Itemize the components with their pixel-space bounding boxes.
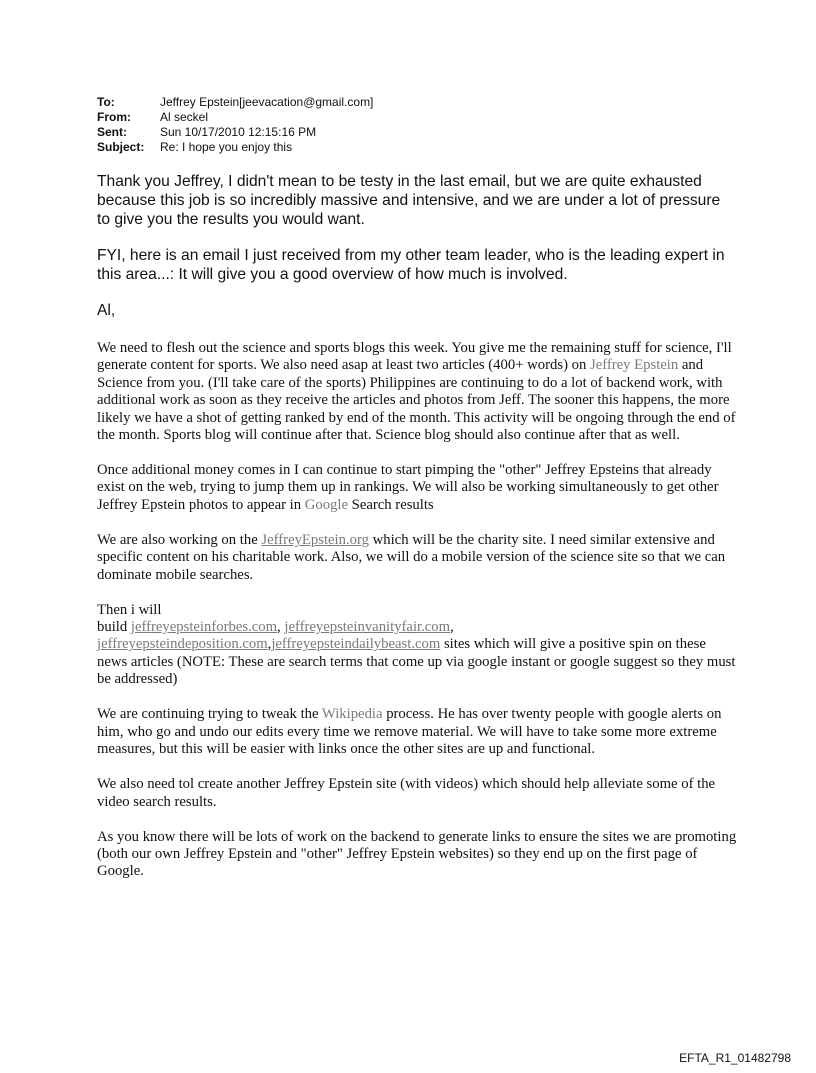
body-paragraph bbox=[97, 340, 737, 444]
to-label: To: bbox=[97, 95, 115, 109]
text-run: process. He has over twenty people with google alerts on him, who go and undo our edits every time we remove material. We will have to take some more extreme measures, but this will be easier with links once the other sites are up and functional. bbox=[97, 706, 722, 758]
to-row bbox=[97, 95, 373, 110]
forbes-site-link[interactable]: jeffreyepsteinforbes.com bbox=[130, 619, 278, 636]
sent-label: Sent: bbox=[97, 125, 127, 139]
charity-site-link[interactable]: JeffreyEpstein.org bbox=[261, 531, 369, 548]
body-paragraph bbox=[97, 462, 737, 514]
name-link[interactable]: Jeffrey Epstein bbox=[590, 357, 679, 374]
separator: , bbox=[267, 636, 272, 653]
text-run: Search results bbox=[348, 496, 434, 513]
from-row bbox=[97, 110, 373, 125]
separator: , bbox=[277, 619, 285, 636]
sent-value: Sun 10/17/2010 12:15:16 PM bbox=[160, 125, 317, 139]
body-paragraph: We also need tol create another Jeffrey Epstein site (with videos) which should help alleviate some of the video search results. bbox=[97, 776, 716, 810]
separator: , bbox=[450, 619, 454, 636]
intro-paragraph: Thank you Jeffrey, I didn't mean to be testy in the last email, but we are quite exhausted because this job is so incredibly massive and intensive, and we are under a lot of pressure to give you the results you would want. bbox=[97, 173, 721, 228]
text-run: We need to flesh out the science and sports blogs this week. You give me the remaining stuff for science, I'll generate content for sports. We also need asap at least two articles (400+ words) on bbox=[97, 340, 732, 374]
from-label: From: bbox=[97, 110, 131, 124]
body-paragraph bbox=[97, 602, 737, 689]
body-paragraph bbox=[97, 706, 737, 758]
dailybeast-site-link[interactable]: jeffreyepsteindailybeast.com bbox=[271, 636, 441, 653]
greeting: Al, bbox=[97, 302, 116, 319]
subject-label: Subject: bbox=[97, 140, 145, 154]
from-value: Al seckel bbox=[160, 110, 209, 124]
forwarded-message bbox=[97, 340, 737, 898]
text-run: sites which will give a positive spin on these news articles (NOTE: These are search terms that come up via google instant or google suggest so they must be addressed) bbox=[97, 636, 736, 688]
text-run: which will be the charity site. I need similar extensive and specific content on his charitable work. Also, we will do a mobile version of the science site so that we can dominate mobile searches. bbox=[97, 531, 726, 583]
text-run: and Science from you. (I'll take care of the sports) Philippines are continuing to do a lot of backend work, with additional work as soon as they receive the articles and photos from Jeff. The sooner this happens, the more likely we have a shot of getting ranked by end of the month. This activity will be ongoing through the end of the month. Sports blog will continue after that. Science blog should also continue after that as well. bbox=[97, 357, 736, 444]
subject-value: Re: I hope you enjoy this bbox=[160, 140, 293, 154]
text-run: We are also working on the bbox=[97, 531, 262, 548]
deposition-site-link[interactable]: jeffreyepsteindeposition.com bbox=[97, 636, 268, 653]
text-run: Then i will bbox=[97, 601, 162, 618]
text-run: build bbox=[97, 619, 131, 636]
wikipedia-link[interactable]: Wikipedia bbox=[321, 706, 383, 723]
text-run: We are continuing trying to tweak the bbox=[97, 706, 322, 723]
to-value: Jeffrey Epstein[jeevacation@gmail.com] bbox=[160, 95, 374, 109]
google-link[interactable]: Google bbox=[304, 496, 348, 513]
email-intro bbox=[97, 172, 737, 337]
text-run: Once additional money comes in I can continue to start pimping the "other" Jeffrey Epsteins that already exist on the web, trying to jump them up in rankings. We will also be working simultaneously to get other Jeffrey Epstein photos to appear in bbox=[97, 462, 719, 513]
body-paragraph: As you know there will be lots of work on the backend to generate links to ensure the sites we are promoting (both our own Jeffrey Epstein and "other" Jeffrey Epstein websites) so they end up on the first page of Google. bbox=[97, 828, 737, 880]
subject-row bbox=[97, 140, 373, 155]
document-id: EFTA_R1_01482798 bbox=[679, 1051, 791, 1065]
intro-paragraph: FYI, here is an email I just received from my other team leader, who is the leading expert in this area...: It will give you a good overview of how much is involved. bbox=[97, 247, 725, 283]
email-header bbox=[97, 95, 373, 155]
sent-row bbox=[97, 125, 373, 140]
vanityfair-site-link[interactable]: jeffreyepsteinvanityfair.com bbox=[284, 619, 451, 636]
body-paragraph bbox=[97, 532, 737, 584]
